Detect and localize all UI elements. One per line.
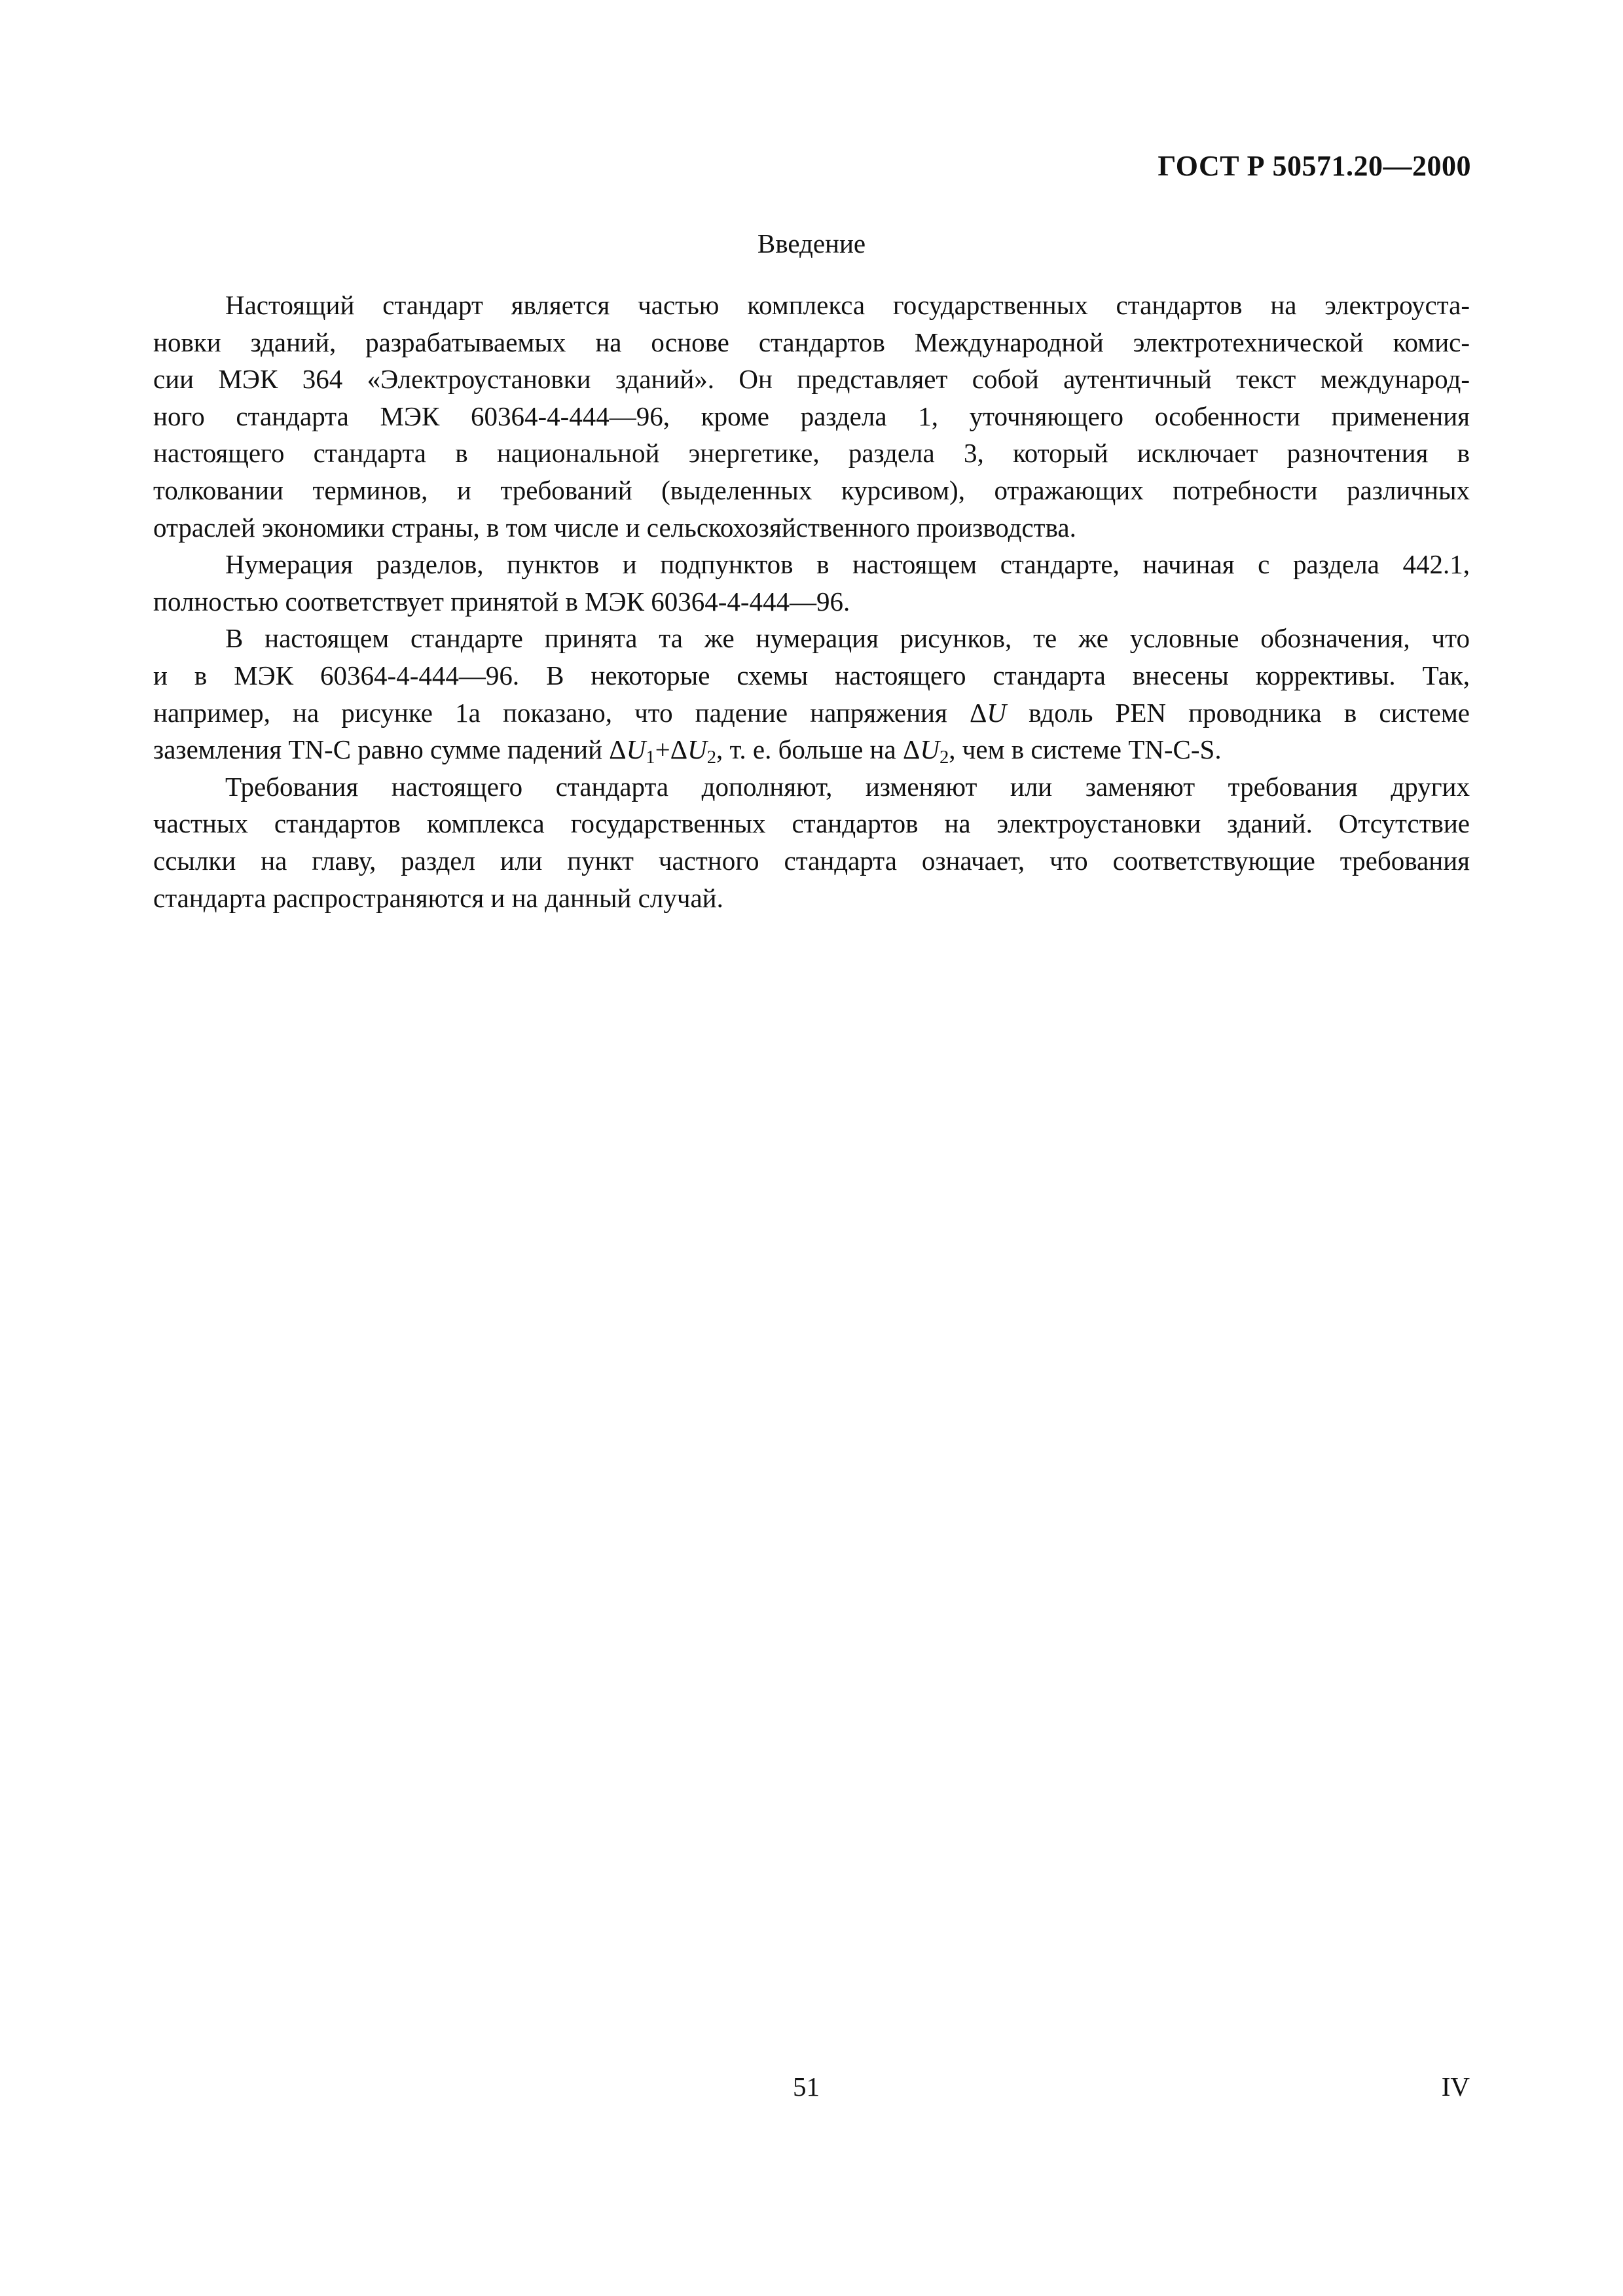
text-line-with-formula	[153, 694, 1470, 732]
text-line: Требования настоящего стандарта дополняют, изменяют или заменяют требования других	[225, 771, 1470, 802]
section-roman-number: IV	[1441, 2072, 1470, 2102]
text-line: толковании терминов, и требований (выделенных курсивом), отражающих потребности различных	[153, 475, 1470, 505]
formula-variable: U	[987, 697, 1006, 728]
text-segment: например, на рисунке 1а показано, что падение напряжения Δ	[153, 697, 987, 728]
paragraph-1	[153, 287, 1470, 546]
text-line: сии МЭК 364 «Электроустановки зданий». Он представляет собой аутентичный текст международ-	[153, 364, 1470, 395]
text-segment: , т. е. больше на Δ	[716, 734, 921, 765]
section-title: Введение	[757, 228, 866, 259]
formula-variable: U	[687, 734, 707, 765]
text-line: настоящего стандарта в национальной энергетике, раздела 3, который исключает разночтения в	[153, 438, 1470, 469]
text-segment: вдоль PEN проводника в системе	[1006, 697, 1470, 728]
text-line: В настоящем стандарте принята та же нумерация рисунков, те же условные обозначения, что	[225, 623, 1470, 654]
formula-subscript: 2	[939, 747, 949, 768]
paragraph-3	[153, 620, 1470, 768]
text-line: и в МЭК 60364-4-444—96. В некоторые схемы настоящего стандарта внесены коррективы. Так,	[153, 660, 1470, 691]
formula-subscript: 1	[646, 747, 655, 768]
text-line: ного стандарта МЭК 60364-4-444—96, кроме раздела 1, уточняющего особенности применения	[153, 401, 1470, 431]
paragraph-2	[153, 546, 1470, 620]
text-line: ссылки на главу, раздел или пункт частного стандарта означает, что соответствующие требования	[153, 845, 1470, 876]
text-line: новки зданий, разрабатываемых на основе стандартов Международной электротехнической комис-	[153, 327, 1470, 357]
document-code-header: ГОСТ Р 50571.20—2000	[1158, 150, 1471, 182]
text-line: полностью соответствует принятой в МЭК 60364-4-444—96.	[153, 586, 850, 617]
formula-subscript: 2	[706, 747, 717, 768]
text-segment: +Δ	[655, 734, 688, 765]
paragraph-4	[153, 768, 1470, 916]
text-segment: заземления TN-C равно сумме падений Δ	[153, 734, 627, 765]
page-number: 51	[793, 2072, 820, 2102]
text-line: Настоящий стандарт является частью комплекса государственных стандартов на электроуста-	[225, 290, 1470, 320]
text-line: отраслей экономики страны, в том числе и сельскохозяйственного производства.	[153, 512, 1076, 543]
body-text	[153, 287, 1470, 916]
text-line: частных стандартов комплекса государственных стандартов на электроустановки зданий. Отсутствие	[153, 808, 1470, 839]
formula-variable: U	[626, 734, 646, 765]
text-segment: , чем в системе TN-C-S.	[949, 734, 1222, 765]
text-line-with-formula	[153, 731, 1470, 768]
text-line: Нумерация разделов, пунктов и подпунктов в настоящем стандарте, начиная с раздела 442.1,	[225, 549, 1470, 580]
formula-variable: U	[920, 734, 939, 765]
text-line: стандарта распространяются и на данный случай.	[153, 882, 723, 913]
